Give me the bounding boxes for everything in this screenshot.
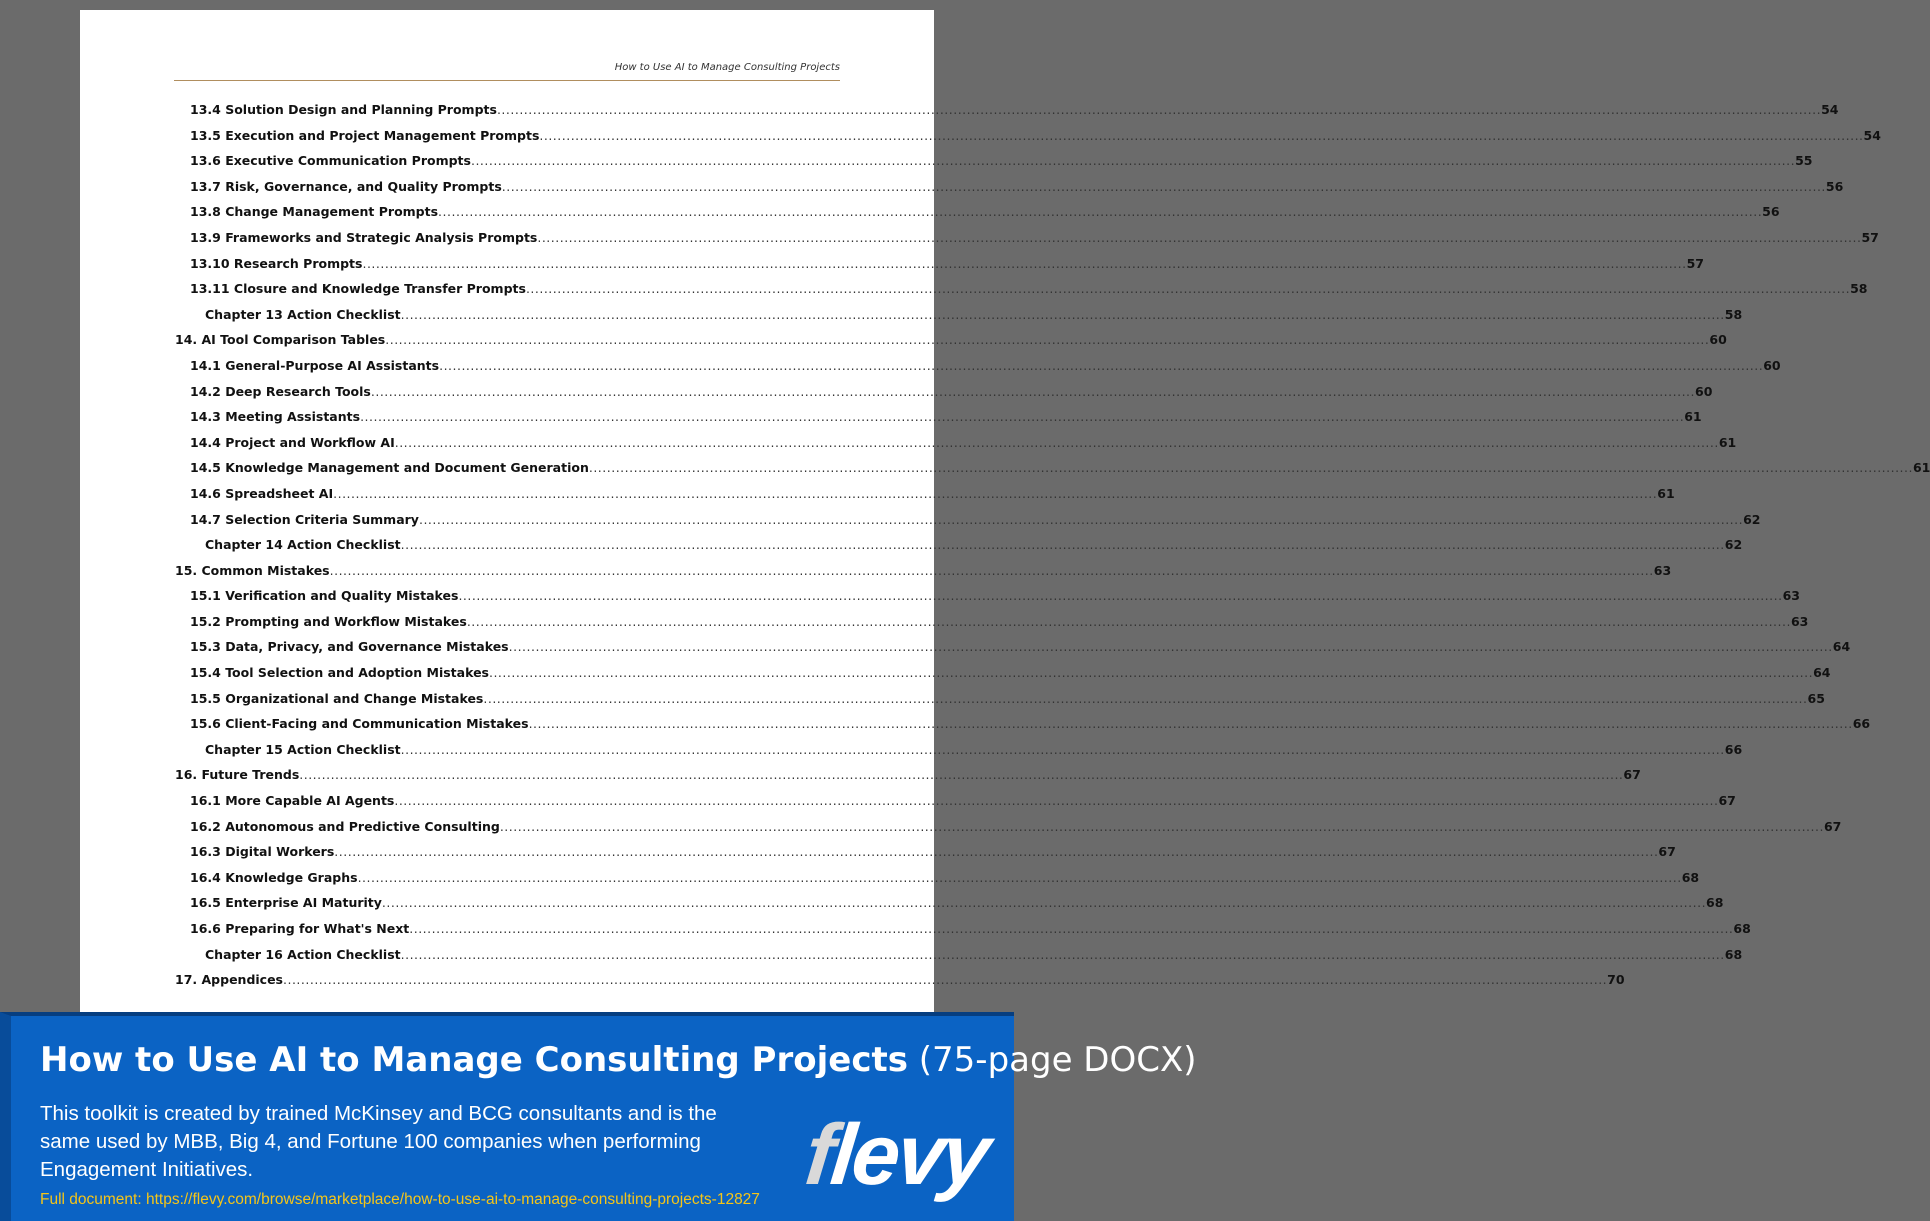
toc-entry[interactable] <box>174 844 1676 870</box>
toc-dot-leader <box>439 358 1763 373</box>
flevy-logo[interactable]: flevy <box>800 1107 993 1203</box>
toc-dot-leader <box>371 384 1695 399</box>
toc-dot-leader <box>497 102 1821 117</box>
table-of-contents <box>174 102 1930 998</box>
toc-page-number: 63 <box>1790 613 1809 629</box>
toc-dot-leader <box>401 742 1725 757</box>
toc-entry-title: 13.10 Research Prompts <box>190 255 363 271</box>
toc-entry[interactable] <box>174 639 1851 665</box>
toc-page-number: 67 <box>1823 818 1842 834</box>
toc-entry-title: 16. Future Trends <box>175 767 300 783</box>
toc-dot-leader <box>483 691 1807 706</box>
toc-dot-leader <box>385 332 1709 347</box>
toc-page-number: 56 <box>1825 178 1844 194</box>
toc-entry[interactable] <box>174 716 1871 742</box>
toc-page-number: 58 <box>1850 281 1868 297</box>
toc-entry-title: 15. Common Mistakes <box>175 562 330 578</box>
toc-dot-leader <box>401 947 1725 962</box>
toc-page-number: 61 <box>1684 409 1702 425</box>
toc-dot-leader <box>333 486 1657 501</box>
running-header: How to Use AI to Manage Consulting Projects <box>614 62 840 73</box>
toc-entry[interactable] <box>174 741 1743 768</box>
toc-page-number: 67 <box>1623 767 1641 783</box>
toc-entry-title: 13.5 Execution and Project Management Prompts <box>190 127 540 143</box>
toc-page-number: 68 <box>1724 946 1743 962</box>
toc-page-number: 70 <box>1607 972 1625 988</box>
toc-dot-leader <box>529 716 1853 731</box>
toc-dot-leader <box>401 537 1725 552</box>
banner-description: This toolkit is created by trained McKinsey and BCG consultants and is the same used by MBB, Big 4, and Fortune 100 companies when performing Engagement Initiatives. <box>40 1102 717 1181</box>
toc-entry[interactable] <box>174 665 1831 691</box>
toc-entry-title: 13.8 Change Management Prompts <box>190 204 439 220</box>
toc-dot-leader <box>526 281 1850 296</box>
toc-entry-title: 14.7 Selection Criteria Summary <box>190 511 419 527</box>
toc-entry[interactable] <box>174 511 1761 538</box>
toc-dot-leader <box>589 460 1913 475</box>
toc-entry-title: 14.6 Spreadsheet AI <box>190 485 334 501</box>
toc-page-number: 62 <box>1743 511 1761 527</box>
toc-page-number: 67 <box>1658 844 1676 860</box>
toc-page-number: 57 <box>1686 255 1705 271</box>
toc-entry[interactable] <box>174 818 1842 845</box>
toc-page-number: 61 <box>1718 434 1737 450</box>
header-rule <box>174 80 840 81</box>
toc-dot-leader <box>467 614 1791 629</box>
toc-entry[interactable] <box>174 204 1780 230</box>
toc-entry-title: 17. Appendices <box>175 972 284 988</box>
toc-dot-leader <box>358 870 1682 885</box>
toc-entry-title: 16.2 Autonomous and Predictive Consulting <box>190 818 500 834</box>
toc-dot-leader <box>438 204 1762 219</box>
toc-entry[interactable] <box>174 690 1825 717</box>
toc-entry-title: 16.3 Digital Workers <box>190 844 335 860</box>
toc-entry[interactable] <box>174 357 1781 384</box>
toc-entry-title: 16.4 Knowledge Graphs <box>190 869 358 885</box>
full-document-link[interactable]: Full document: https://flevy.com/browse/marketplace/how-to-use-ai-to-manage-consulting-projects-12827 <box>40 1191 760 1208</box>
toc-entry-title: Chapter 16 Action Checklist <box>205 946 401 962</box>
toc-entry-title: 14.3 Meeting Assistants <box>190 409 361 425</box>
toc-entry-title: 15.1 Verification and Quality Mistakes <box>190 588 459 604</box>
toc-dot-leader <box>360 409 1684 424</box>
toc-entry[interactable] <box>174 153 1813 179</box>
toc-entry[interactable] <box>174 460 1930 486</box>
toc-dot-leader <box>509 639 1833 654</box>
toc-page-number: 66 <box>1852 716 1871 732</box>
toc-page-number: 58 <box>1724 306 1743 322</box>
toc-dot-leader <box>500 819 1824 834</box>
toc-entry-title: Chapter 14 Action Checklist <box>205 537 401 553</box>
toc-entry-title: 13.6 Executive Communication Prompts <box>190 153 471 169</box>
toc-page-number: 66 <box>1724 741 1743 757</box>
toc-entry[interactable] <box>174 281 1868 307</box>
toc-dot-leader <box>283 972 1607 987</box>
toc-entry[interactable] <box>174 255 1705 282</box>
toc-entry[interactable] <box>174 613 1809 640</box>
toc-entry[interactable] <box>174 306 1743 333</box>
toc-entry[interactable] <box>174 793 1736 819</box>
toc-entry[interactable] <box>174 102 1839 128</box>
toc-entry[interactable] <box>174 434 1737 461</box>
toc-entry[interactable] <box>174 946 1743 973</box>
document-page <box>80 10 1930 1020</box>
toc-page-number: 68 <box>1681 869 1700 885</box>
toc-page-number: 64 <box>1832 639 1851 655</box>
toc-entry-title: 13.4 Solution Design and Planning Prompts <box>190 102 497 117</box>
toc-entry[interactable] <box>174 588 1800 614</box>
toc-page-number: 54 <box>1821 102 1839 117</box>
toc-dot-leader <box>334 844 1658 859</box>
toc-entry-title: 16.1 More Capable AI Agents <box>190 793 395 809</box>
toc-entry-title: Chapter 15 Action Checklist <box>205 741 401 757</box>
toc-entry-title: 14. AI Tool Comparison Tables <box>175 332 386 348</box>
toc-entry[interactable] <box>174 921 1751 947</box>
toc-entry-title: Chapter 13 Action Checklist <box>205 306 401 322</box>
toc-entry-title: 14.5 Knowledge Management and Document Generation <box>190 460 589 476</box>
toc-entry-title: 14.4 Project and Workflow AI <box>190 434 395 450</box>
toc-page-number: 67 <box>1718 793 1736 809</box>
toc-entry-title: 15.5 Organizational and Change Mistakes <box>190 690 484 706</box>
toc-page-number: 68 <box>1733 921 1751 936</box>
toc-dot-leader <box>471 153 1795 168</box>
toc-entry-title: 13.11 Closure and Knowledge Transfer Prompts <box>190 281 526 297</box>
toc-page-number: 62 <box>1724 537 1743 553</box>
toc-entry[interactable] <box>174 767 1641 793</box>
toc-dot-leader <box>409 921 1733 936</box>
toc-page-number: 60 <box>1709 332 1727 348</box>
toc-dot-leader <box>330 563 1654 578</box>
toc-page-number: 57 <box>1861 229 1879 245</box>
toc-dot-leader <box>458 588 1782 603</box>
toc-page-number: 63 <box>1782 588 1800 604</box>
toc-page-number: 61 <box>1912 460 1930 476</box>
toc-entry[interactable] <box>174 562 1672 589</box>
toc-entry[interactable] <box>174 895 1724 921</box>
toc-dot-leader <box>419 512 1743 527</box>
toc-entry[interactable] <box>174 383 1713 410</box>
banner-title-suffix: (75-page DOCX) <box>907 1040 1197 1080</box>
toc-entry[interactable] <box>174 972 1625 998</box>
toc-dot-leader <box>401 307 1725 322</box>
toc-entry-title: 14.1 General-Purpose AI Assistants <box>190 357 440 373</box>
toc-entry[interactable] <box>174 485 1675 512</box>
toc-entry[interactable] <box>174 127 1881 154</box>
toc-page-number: 64 <box>1813 665 1831 681</box>
toc-page-number: 60 <box>1763 357 1781 373</box>
toc-entry-title: 15.3 Data, Privacy, and Governance Mistakes <box>190 639 509 655</box>
promo-banner <box>0 1012 1197 1221</box>
toc-entry[interactable] <box>174 537 1743 563</box>
toc-page-number: 54 <box>1863 127 1881 143</box>
toc-entry-title: 15.6 Client-Facing and Communication Mistakes <box>190 716 529 732</box>
toc-entry-title: 14.2 Deep Research Tools <box>190 383 371 399</box>
toc-entry-title: 16.6 Preparing for What's Next <box>190 921 410 936</box>
banner-title <box>40 1040 1197 1080</box>
toc-entry-title: 15.2 Prompting and Workflow Mistakes <box>190 613 467 629</box>
toc-page-number: 56 <box>1762 204 1780 220</box>
toc-page-number: 61 <box>1657 485 1675 501</box>
toc-entry[interactable] <box>174 332 1727 358</box>
banner-title-main: How to Use AI to Manage Consulting Projects <box>40 1040 908 1080</box>
toc-dot-leader <box>394 793 1718 808</box>
toc-dot-leader <box>502 179 1826 194</box>
toc-dot-leader <box>489 665 1813 680</box>
toc-entry-title: 13.7 Risk, Governance, and Quality Prompts <box>190 178 502 194</box>
toc-entry[interactable] <box>174 229 1879 256</box>
toc-page-number: 65 <box>1807 690 1825 706</box>
toc-dot-leader <box>395 435 1719 450</box>
toc-entry-title: 13.9 Frameworks and Strategic Analysis Prompts <box>190 229 538 245</box>
toc-entry-title: 16.5 Enterprise AI Maturity <box>190 895 382 911</box>
toc-entry[interactable] <box>174 178 1844 205</box>
toc-entry[interactable] <box>174 869 1700 896</box>
toc-dot-leader <box>382 895 1706 910</box>
toc-page-number: 55 <box>1795 153 1813 169</box>
toc-page-number: 60 <box>1695 383 1713 399</box>
toc-dot-leader <box>539 128 1863 143</box>
toc-dot-leader <box>537 230 1861 245</box>
toc-page-number: 68 <box>1706 895 1724 911</box>
toc-page-number: 63 <box>1653 562 1672 578</box>
toc-entry-title: 15.4 Tool Selection and Adoption Mistakes <box>190 665 489 681</box>
toc-dot-leader <box>362 256 1686 271</box>
toc-entry[interactable] <box>174 409 1702 435</box>
toc-dot-leader <box>299 767 1623 782</box>
